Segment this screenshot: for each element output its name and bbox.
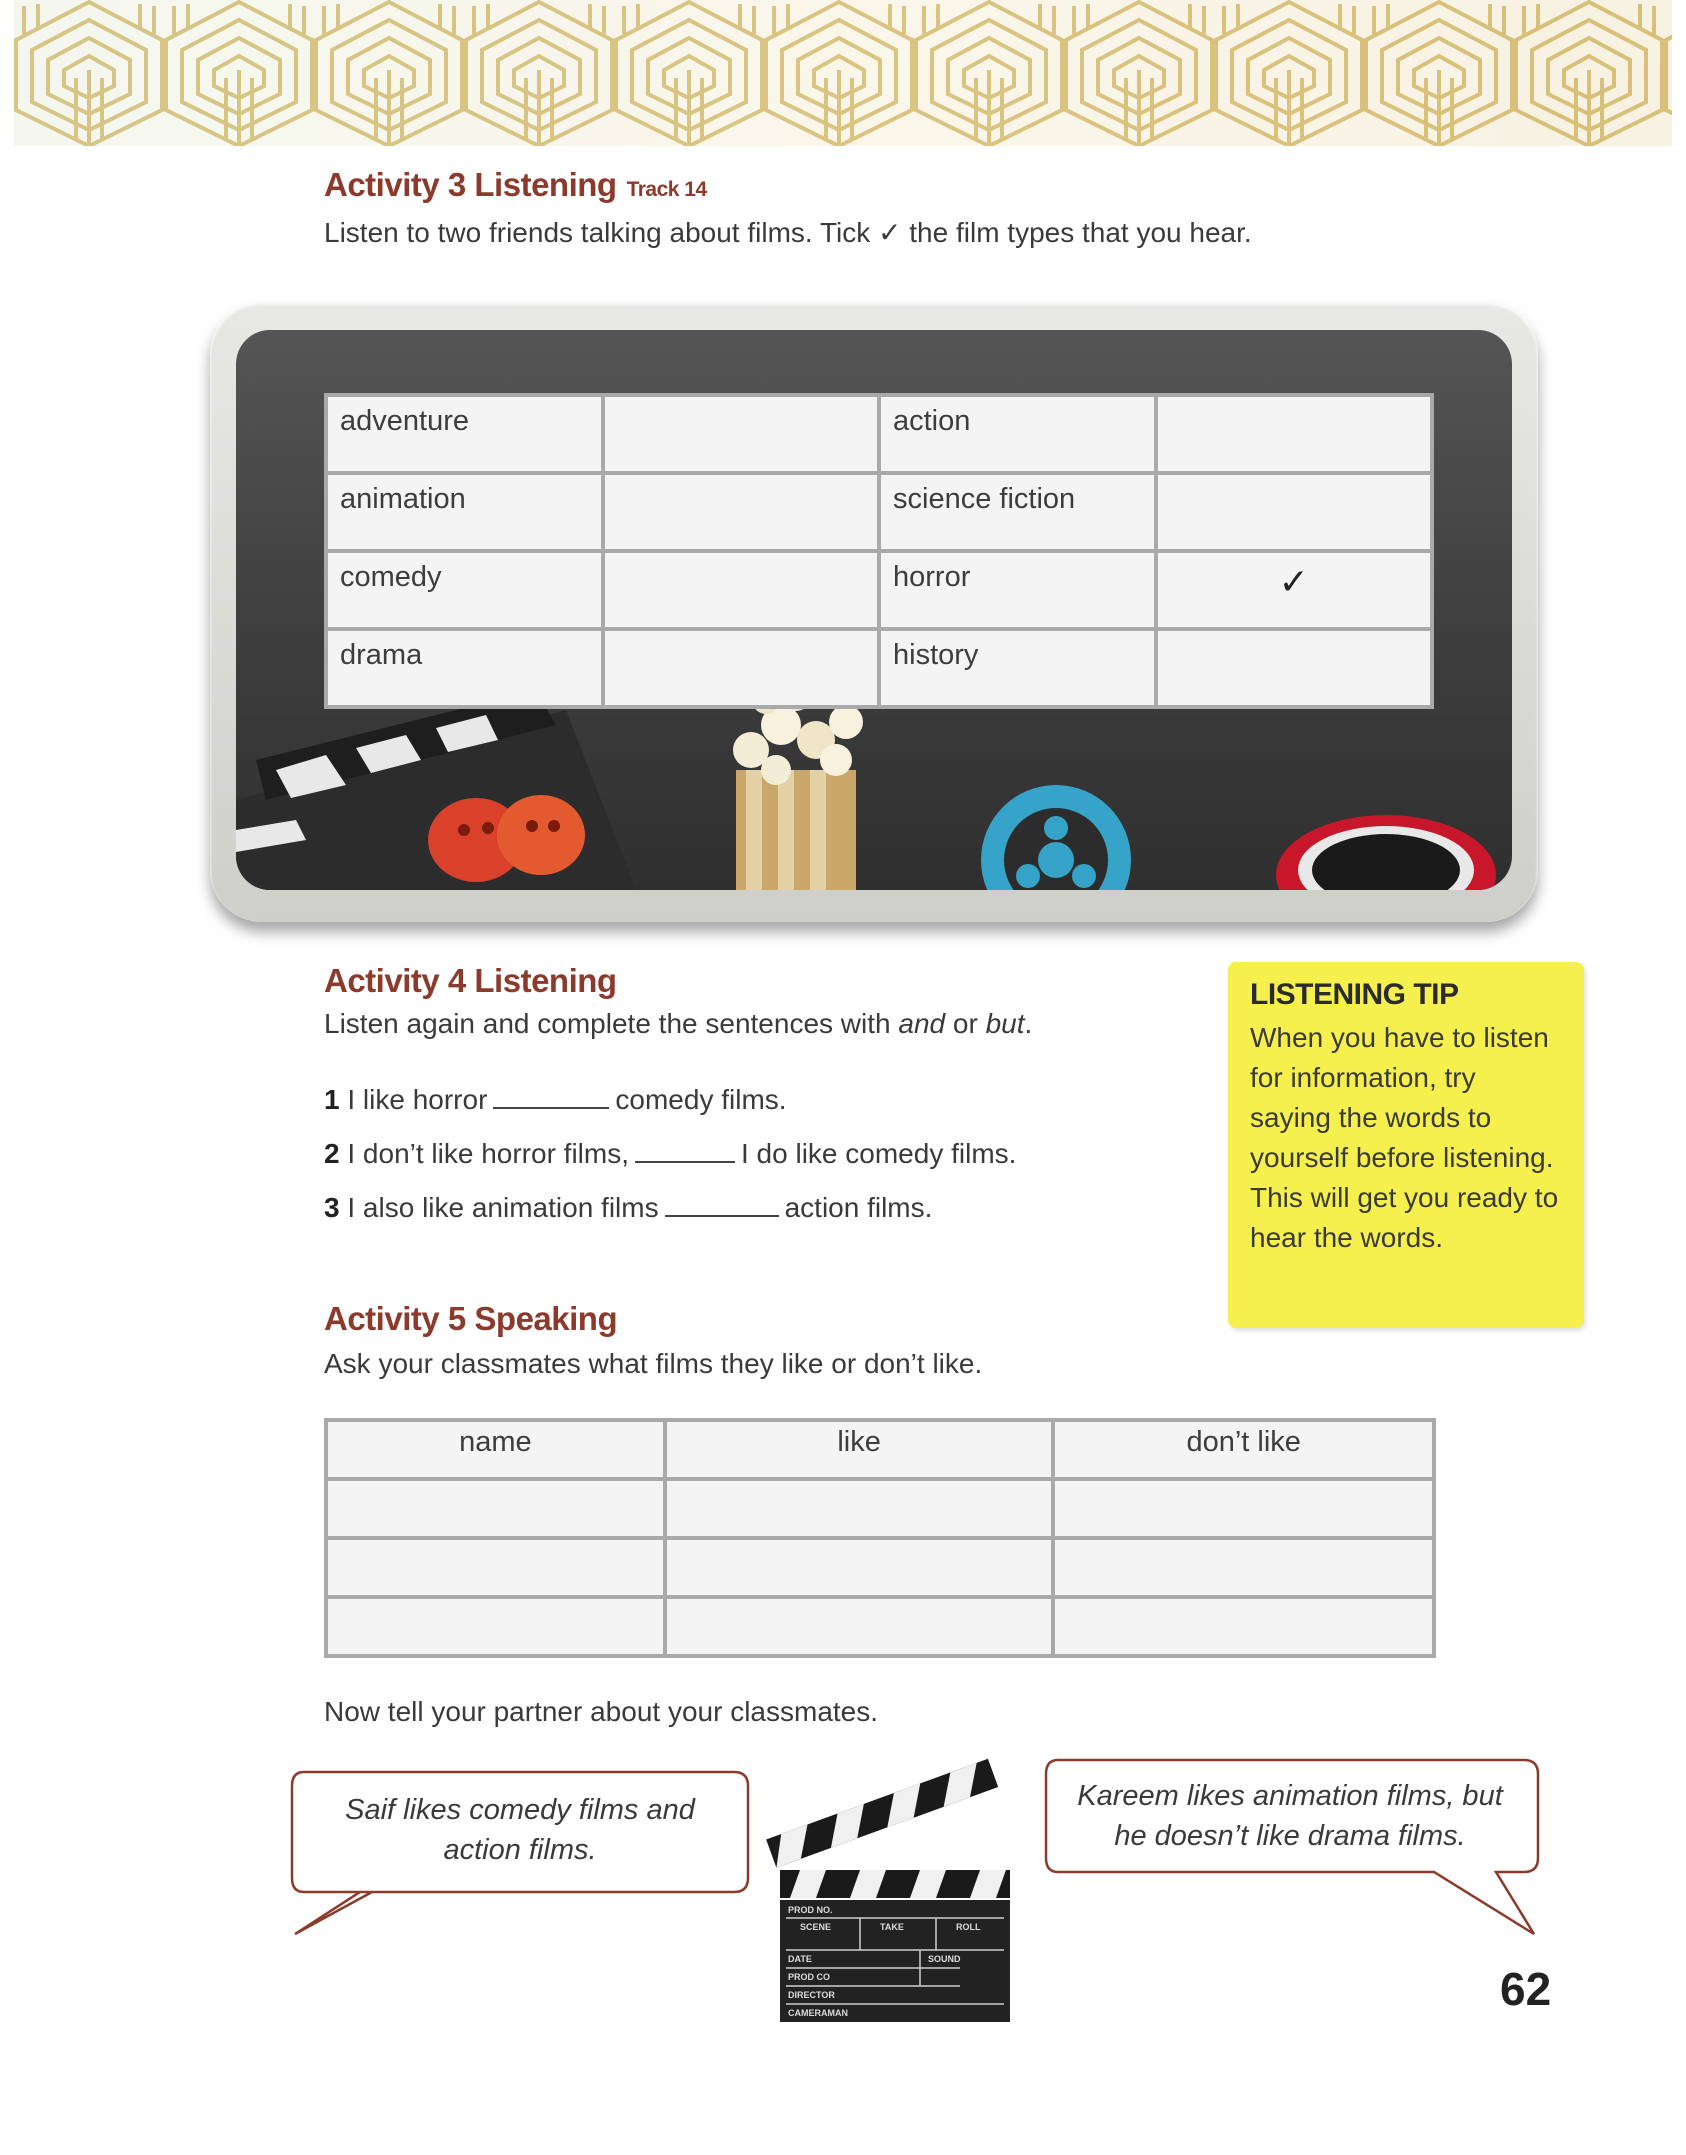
film-type-cell: history — [879, 629, 1156, 707]
sentence-text: I do like comedy films. — [741, 1138, 1017, 1169]
film-types-table — [324, 393, 1434, 709]
sentence-text: action films. — [784, 1192, 933, 1223]
clapper-label: PROD CO — [788, 1972, 831, 1982]
sentence-1 — [324, 1084, 787, 1116]
answer-blank[interactable] — [493, 1085, 609, 1109]
film-reel-image — [981, 785, 1131, 890]
column-header-dont-like: don’t like — [1053, 1420, 1434, 1479]
tick-box[interactable] — [603, 551, 880, 629]
classmates-survey-table — [324, 1418, 1436, 1658]
speech-bubble-right-text: Kareem likes animation films, but he doesn’t like drama films. — [1077, 1780, 1503, 1852]
track-label: Track 14 — [626, 178, 707, 201]
tip-title: LISTENING TIP — [1250, 978, 1459, 1011]
column-header-name: name — [326, 1420, 665, 1479]
instruction-word-and: and — [898, 1008, 946, 1039]
table-row — [326, 629, 1432, 707]
sentence-2 — [324, 1138, 1016, 1170]
tick-box[interactable] — [1156, 473, 1433, 551]
tick-box-checked[interactable]: ✓ — [1156, 551, 1433, 629]
sentence-number: 3 — [324, 1192, 340, 1223]
clapper-label: DIRECTOR — [788, 1990, 835, 2000]
table-header-row — [326, 1420, 1434, 1479]
sentence-text: I like horror — [347, 1084, 488, 1115]
sentence-text: I also like animation films — [347, 1192, 659, 1223]
column-header-like: like — [665, 1420, 1054, 1479]
tip-body: When you have to listen for information, try saying the words to yourself before listening. This will get you ready to hear the words. — [1250, 1022, 1559, 1253]
instruction-text: . — [1024, 1008, 1033, 1039]
activity-4-instruction — [324, 1008, 1032, 1040]
film-type-cell: drama — [326, 629, 603, 707]
table-cell[interactable] — [665, 1479, 1054, 1538]
instruction-word-but: but — [985, 1008, 1025, 1039]
activity-4-title: Activity 4 Listening — [324, 962, 617, 999]
activity-3-heading: Activity 3 Listening — [324, 166, 617, 203]
table-row — [326, 395, 1432, 473]
table-row — [326, 473, 1432, 551]
film-type-cell: comedy — [326, 551, 603, 629]
table-row — [326, 551, 1432, 629]
tick-box[interactable] — [1156, 395, 1433, 473]
activity-5-instruction: Ask your classmates what films they like or don’t like. — [324, 1348, 983, 1379]
instruction-text: Listen again and complete the sentences with — [324, 1008, 899, 1039]
listening-tip-box — [1228, 962, 1584, 1328]
theatre-masks-image — [428, 795, 585, 882]
clapper-label: ROLL — [956, 1922, 981, 1932]
table-cell[interactable] — [1053, 1538, 1434, 1597]
activity-5-title: Activity 5 Speaking — [324, 1300, 618, 1337]
page-number: 62 — [1500, 1963, 1552, 2015]
sentence-text: comedy films. — [615, 1084, 787, 1115]
table-cell[interactable] — [665, 1597, 1054, 1656]
tick-box[interactable] — [603, 473, 880, 551]
table-row — [326, 1479, 1434, 1538]
table-cell[interactable] — [1053, 1597, 1434, 1656]
table-cell[interactable] — [1053, 1479, 1434, 1538]
clapper-label: CAMERAMAN — [788, 2008, 848, 2018]
tick-box[interactable] — [603, 395, 880, 473]
table-cell[interactable] — [326, 1538, 665, 1597]
clapper-label: SOUND — [928, 1954, 961, 1964]
clapper-label: SCENE — [800, 1922, 832, 1932]
clapper-label: TAKE — [880, 1922, 904, 1932]
sentence-number: 1 — [324, 1084, 340, 1115]
clapper-label: DATE — [788, 1954, 812, 1964]
table-cell[interactable] — [326, 1479, 665, 1538]
table-cell[interactable] — [665, 1538, 1054, 1597]
table-row — [326, 1597, 1434, 1656]
film-type-cell: adventure — [326, 395, 603, 473]
film-type-cell: horror — [879, 551, 1156, 629]
speech-bubble-left-text: Saif likes comedy films and action films. — [345, 1794, 695, 1866]
clapperboard-photo — [760, 1750, 1040, 2025]
instruction-text: or — [945, 1008, 986, 1039]
activity-5-followup: Now tell your partner about your classmates. — [324, 1696, 879, 1727]
sentence-3 — [324, 1192, 932, 1224]
film-type-cell: science fiction — [879, 473, 1156, 551]
answer-blank[interactable] — [635, 1139, 735, 1163]
activity-3-title — [324, 166, 707, 204]
table-row — [326, 1538, 1434, 1597]
film-type-cell: animation — [326, 473, 603, 551]
activity-3-instruction: Listen to two friends talking about films. Tick ✓ the film types that you hear. — [324, 217, 1252, 248]
decorative-header-pattern — [14, 0, 1672, 146]
table-cell[interactable] — [326, 1597, 665, 1656]
drink-cup-image — [1276, 815, 1496, 890]
film-type-cell: action — [879, 395, 1156, 473]
clapper-label: PROD NO. — [788, 1905, 833, 1915]
sentence-text: I don’t like horror films, — [347, 1138, 629, 1169]
answer-blank[interactable] — [665, 1193, 779, 1217]
tick-box[interactable] — [1156, 629, 1433, 707]
tick-box[interactable] — [603, 629, 880, 707]
sentence-number: 2 — [324, 1138, 340, 1169]
